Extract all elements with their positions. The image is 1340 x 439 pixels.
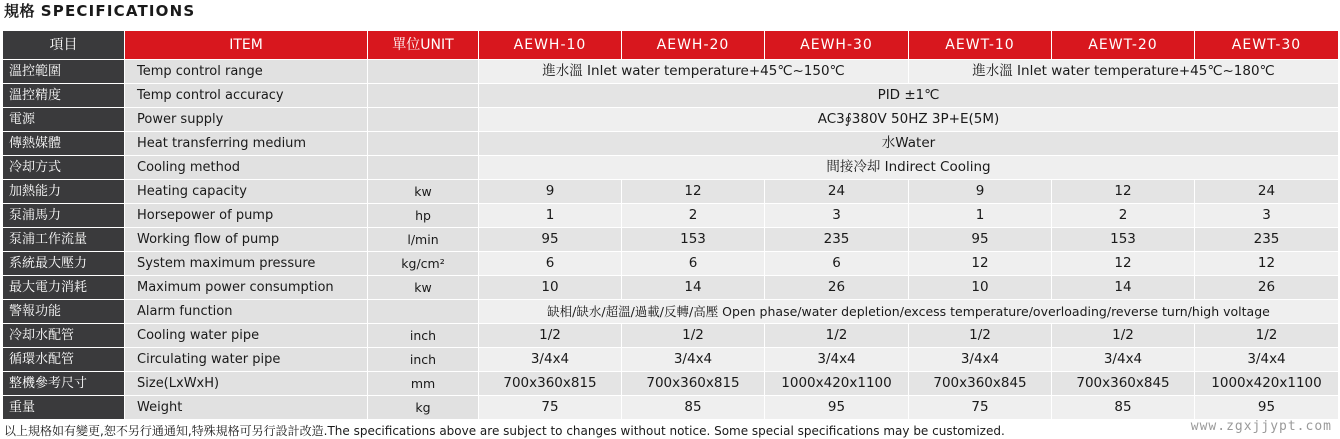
page-title (4, 0, 195, 22)
value-cooling-method: 間接冷却 Indirect Cooling (479, 156, 1339, 180)
value-cell: 95 (765, 396, 909, 420)
spec-table (2, 30, 1339, 420)
row-label-en: System maximum pressure (125, 252, 368, 276)
value-cell: 9 (479, 180, 622, 204)
row-unit: kw (368, 180, 479, 204)
row-label-en: Power supply (125, 108, 368, 132)
row-unit: hp (368, 204, 479, 228)
value-cell: 75 (909, 396, 1052, 420)
value-cell: 3/4x4 (765, 348, 909, 372)
row-label-en: Heating capacity (125, 180, 368, 204)
value-cell: 95 (479, 228, 622, 252)
value-cell: 3 (765, 204, 909, 228)
row-unit (368, 84, 479, 108)
value-cell: 153 (622, 228, 765, 252)
value-cell: 26 (765, 276, 909, 300)
value-accuracy: PID ±1℃ (479, 84, 1339, 108)
row-alarm-function (3, 300, 1339, 324)
row-unit: inch (368, 324, 479, 348)
row-label-zh: 傳熱媒體 (3, 132, 125, 156)
value-medium: 水Water (479, 132, 1339, 156)
row-unit (368, 300, 479, 324)
header-model: AEWH-10 (479, 31, 622, 60)
value-cell: 700x360x845 (1052, 372, 1195, 396)
value-cell: 1/2 (765, 324, 909, 348)
value-alarm: 缺相/缺水/超溫/過載/反轉/高壓 Open phase/water depletion/excess temperature/overloading/reverse turn/high voltage (479, 300, 1339, 324)
value-cell: 24 (1195, 180, 1339, 204)
value-cell: 153 (1052, 228, 1195, 252)
row-label-en: Alarm function (125, 300, 368, 324)
watermark: www.zgxjjypt.com (1190, 419, 1332, 434)
row-label-en: Horsepower of pump (125, 204, 368, 228)
row-unit (368, 60, 479, 84)
value-cell: 1/2 (1195, 324, 1339, 348)
row-temp-control-accuracy (3, 84, 1339, 108)
value-cell: 235 (765, 228, 909, 252)
value-cell: 6 (765, 252, 909, 276)
value-cell: 1/2 (1052, 324, 1195, 348)
row-unit: kg/cm² (368, 252, 479, 276)
value-cell: 1/2 (479, 324, 622, 348)
row-circulating-water-pipe (3, 348, 1339, 372)
value-cell: 235 (1195, 228, 1339, 252)
row-label-zh: 冷却水配管 (3, 324, 125, 348)
value-cell: 85 (1052, 396, 1195, 420)
row-label-zh: 循環水配管 (3, 348, 125, 372)
row-unit: l/min (368, 228, 479, 252)
value-power-supply: AC3∮380V 50HZ 3P+E(5M) (479, 108, 1339, 132)
row-label-zh: 警報功能 (3, 300, 125, 324)
row-label-zh: 系統最大壓力 (3, 252, 125, 276)
row-cooling-water-pipe (3, 324, 1339, 348)
row-label-zh: 最大電力消耗 (3, 276, 125, 300)
value-cell: 1 (909, 204, 1052, 228)
row-unit (368, 156, 479, 180)
value-aewh-range: 進水溫 Inlet water temperature+45℃~150℃ (479, 60, 909, 84)
header-model: AEWT-20 (1052, 31, 1195, 60)
value-cell: 95 (909, 228, 1052, 252)
value-cell: 1 (479, 204, 622, 228)
value-cell: 12 (1052, 180, 1195, 204)
value-cell: 1/2 (909, 324, 1052, 348)
row-unit (368, 108, 479, 132)
row-unit: kw (368, 276, 479, 300)
value-cell: 6 (479, 252, 622, 276)
header-row (3, 31, 1339, 60)
value-cell: 1000x420x1100 (765, 372, 909, 396)
row-label-en: Cooling method (125, 156, 368, 180)
row-label-zh: 溫控範圍 (3, 60, 125, 84)
value-cell: 14 (1052, 276, 1195, 300)
row-label-zh: 泵浦工作流量 (3, 228, 125, 252)
row-label-en: Size(LxWxH) (125, 372, 368, 396)
row-label-zh: 整機參考尺寸 (3, 372, 125, 396)
row-size (3, 372, 1339, 396)
value-cell: 85 (622, 396, 765, 420)
value-cell: 3/4x4 (479, 348, 622, 372)
row-label-zh: 泵浦馬力 (3, 204, 125, 228)
row-heat-medium (3, 132, 1339, 156)
value-cell: 14 (622, 276, 765, 300)
row-max-pressure (3, 252, 1339, 276)
value-cell: 3/4x4 (1052, 348, 1195, 372)
row-label-zh: 加熱能力 (3, 180, 125, 204)
row-unit: mm (368, 372, 479, 396)
row-max-power-consumption (3, 276, 1339, 300)
row-label-en: Temp control range (125, 60, 368, 84)
value-cell: 12 (1195, 252, 1339, 276)
row-heating-capacity (3, 180, 1339, 204)
value-aewt-range: 進水溫 Inlet water temperature+45℃~180℃ (909, 60, 1339, 84)
row-label-en: Weight (125, 396, 368, 420)
value-cell: 9 (909, 180, 1052, 204)
row-label-zh: 冷却方式 (3, 156, 125, 180)
value-cell: 700x360x815 (622, 372, 765, 396)
value-cell: 24 (765, 180, 909, 204)
value-cell: 10 (479, 276, 622, 300)
row-working-flow (3, 228, 1339, 252)
value-cell: 3/4x4 (622, 348, 765, 372)
value-cell: 3/4x4 (1195, 348, 1339, 372)
row-pump-horsepower (3, 204, 1339, 228)
title-en: SPECIFICATIONS (40, 2, 196, 20)
header-model: AEWH-20 (622, 31, 765, 60)
row-unit (368, 132, 479, 156)
value-cell: 95 (1195, 396, 1339, 420)
row-label-en: Working flow of pump (125, 228, 368, 252)
row-cooling-method (3, 156, 1339, 180)
value-cell: 700x360x815 (479, 372, 622, 396)
value-cell: 2 (1052, 204, 1195, 228)
row-weight (3, 396, 1339, 420)
row-label-zh: 溫控精度 (3, 84, 125, 108)
value-cell: 12 (909, 252, 1052, 276)
row-label-zh: 重量 (3, 396, 125, 420)
header-model: AEWH-30 (765, 31, 909, 60)
value-cell: 75 (479, 396, 622, 420)
value-cell: 26 (1195, 276, 1339, 300)
value-cell: 6 (622, 252, 765, 276)
header-unit: 單位UNIT (368, 31, 479, 60)
row-label-en: Cooling water pipe (125, 324, 368, 348)
header-item-zh: 項目 (3, 31, 125, 60)
row-label-en: Maximum power consumption (125, 276, 368, 300)
title-zh: 規格 (4, 2, 36, 20)
row-label-en: Temp control accuracy (125, 84, 368, 108)
row-label-en: Circulating water pipe (125, 348, 368, 372)
value-cell: 1000x420x1100 (1195, 372, 1339, 396)
row-temp-control-range (3, 60, 1339, 84)
row-label-zh: 電源 (3, 108, 125, 132)
row-unit: kg (368, 396, 479, 420)
header-model: AEWT-10 (909, 31, 1052, 60)
header-model: AEWT-30 (1195, 31, 1339, 60)
value-cell: 2 (622, 204, 765, 228)
value-cell: 3/4x4 (909, 348, 1052, 372)
value-cell: 12 (622, 180, 765, 204)
row-label-en: Heat transferring medium (125, 132, 368, 156)
row-unit: inch (368, 348, 479, 372)
value-cell: 12 (1052, 252, 1195, 276)
footnote: 以上規格如有變更,恕不另行通通知,特殊規格可另行設計改造.The specifications above are subject to changes without notice. Some special specifications may be customized. (4, 424, 1005, 438)
value-cell: 3 (1195, 204, 1339, 228)
header-item-en: ITEM (125, 31, 368, 60)
row-power-supply (3, 108, 1339, 132)
value-cell: 700x360x845 (909, 372, 1052, 396)
value-cell: 10 (909, 276, 1052, 300)
value-cell: 1/2 (622, 324, 765, 348)
